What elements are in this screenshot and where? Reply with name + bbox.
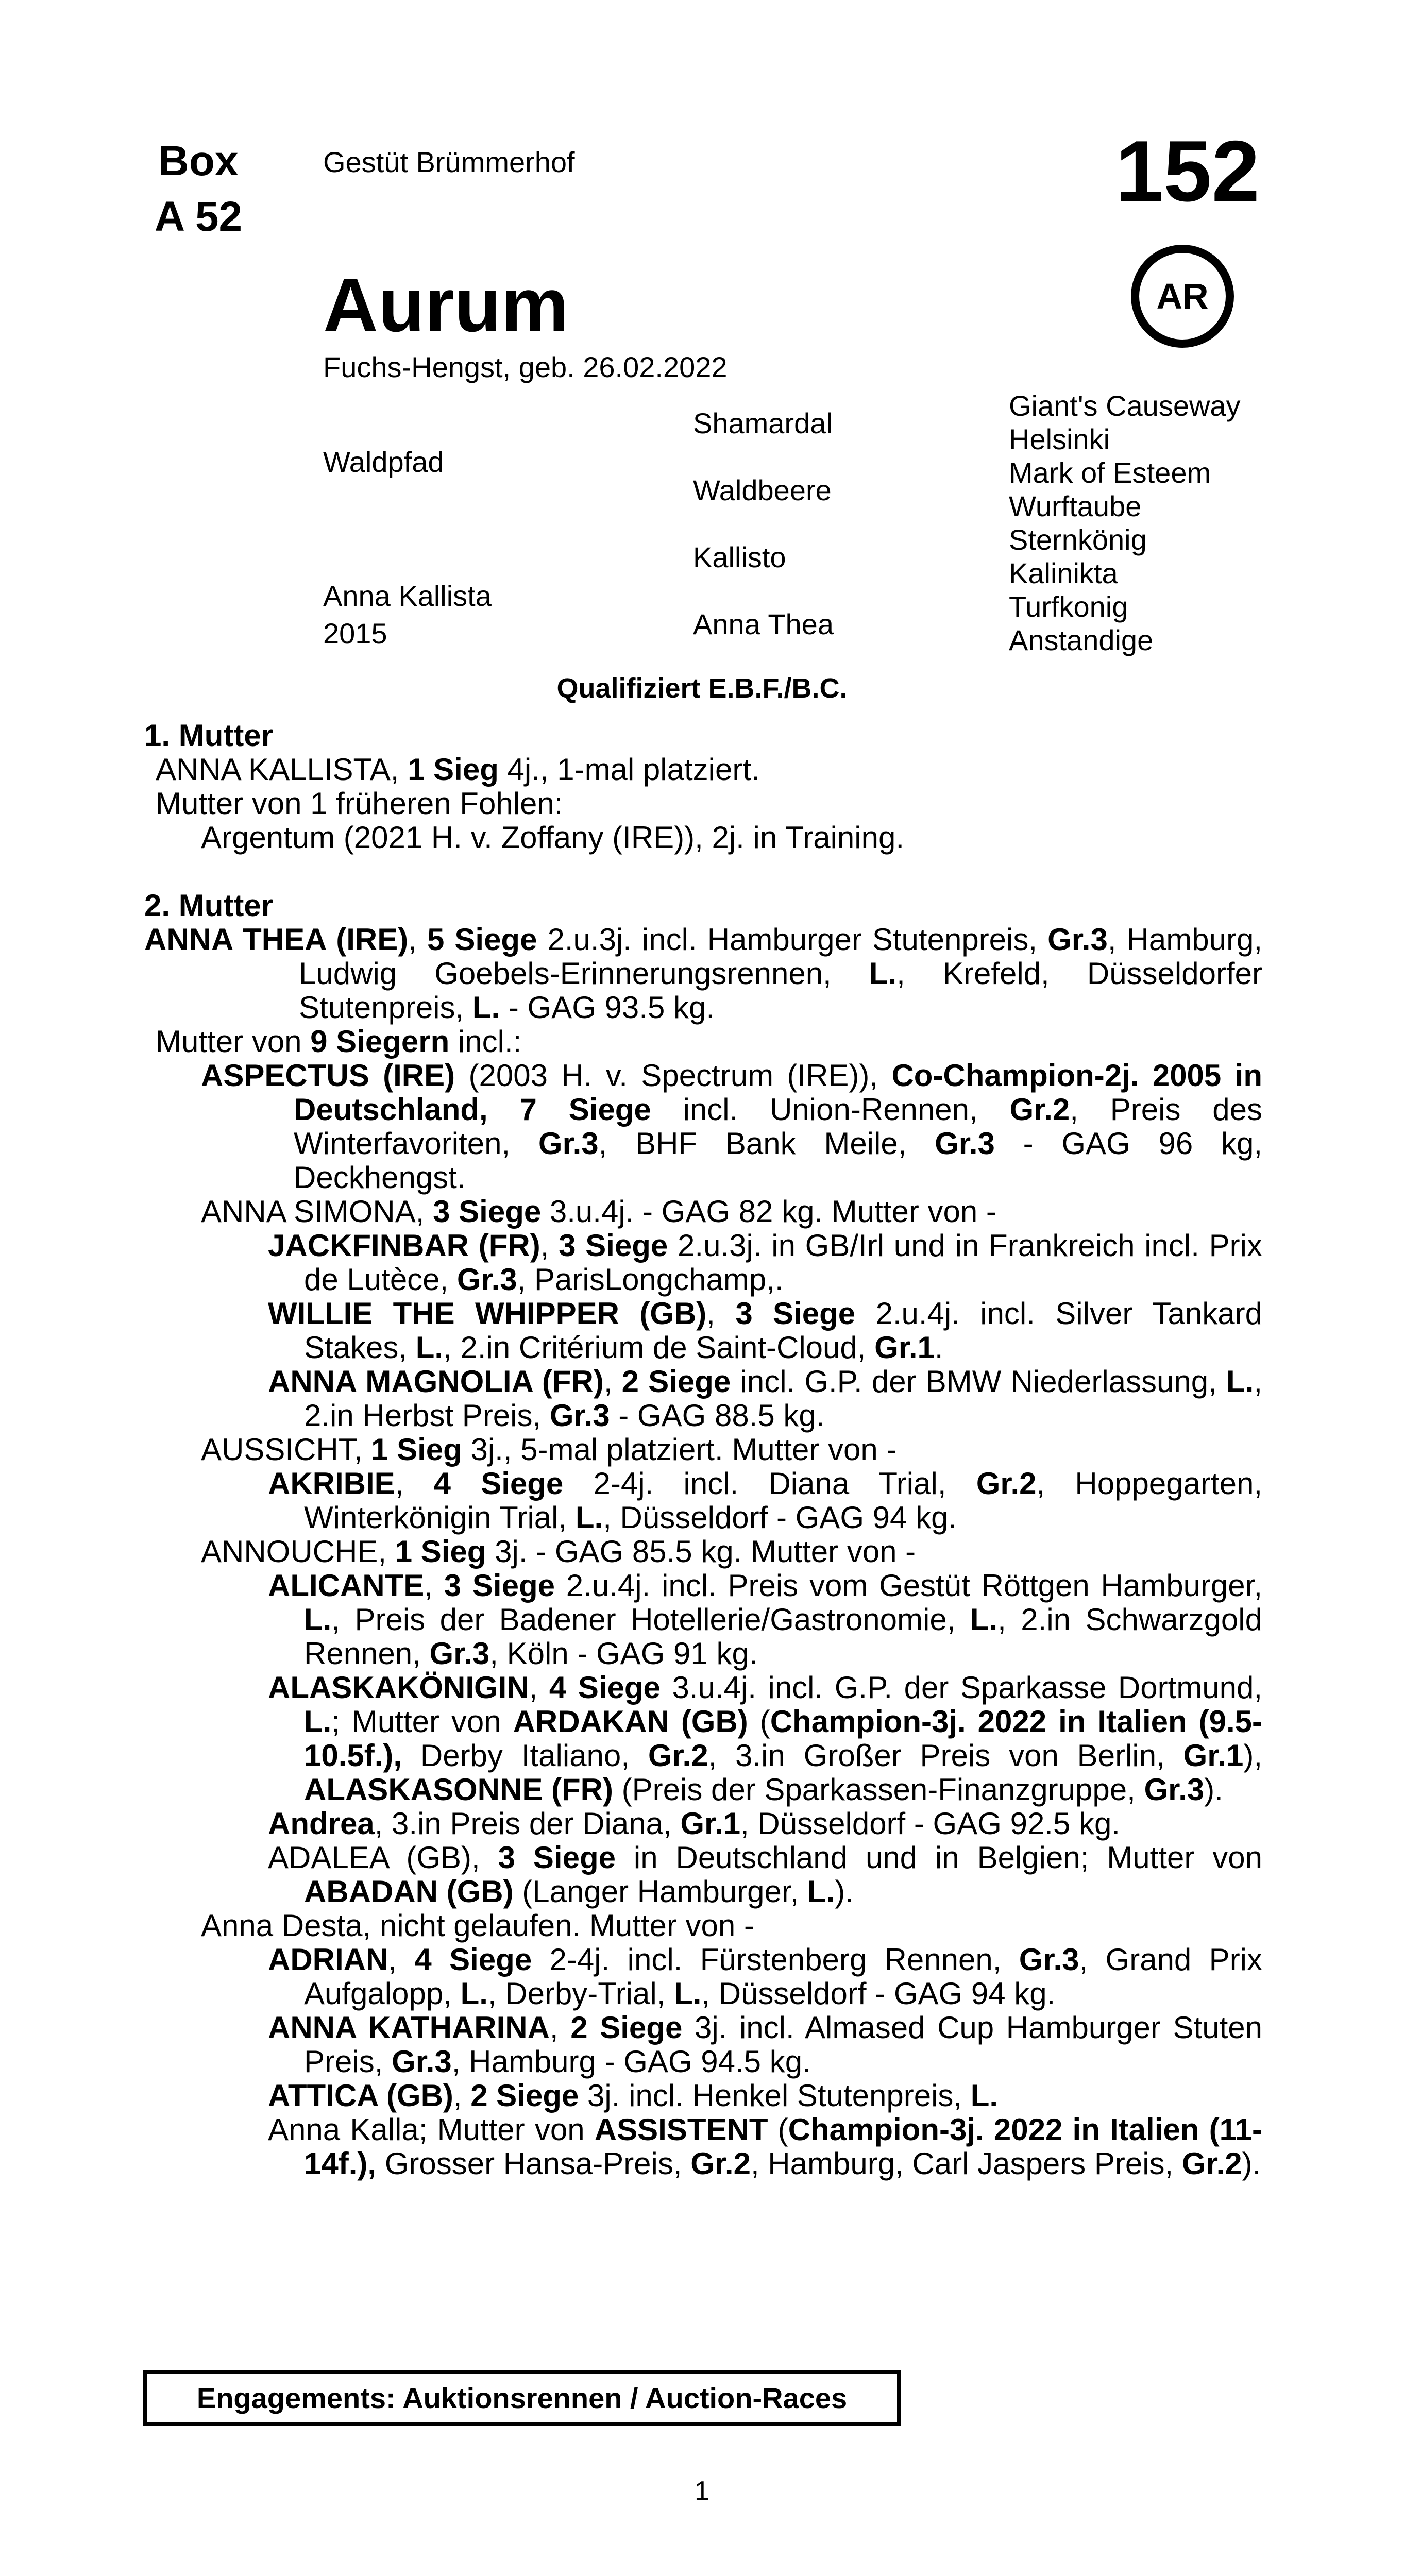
offspring-anna-desta: Anna Desta, nicht gelaufen. Mutter von - (201, 1908, 754, 1943)
first-dam-foal: Argentum (2021 H. v. Zoffany (IRE)), 2j. in Training. (201, 820, 904, 855)
pedigree-grandparent: Shamardal (693, 407, 833, 439)
qualification: Qualifiziert E.B.F./B.C. (556, 673, 848, 704)
offspring-anna-katharina: ANNA KATHARINA, 2 Siege 3j. incl. Almased Cup Hamburger Stuten Preis, Gr.3, Hamburg - GAG 94.5 kg. (268, 2010, 1262, 2079)
pedigree-great-grandparent: Wurftaube (1009, 490, 1142, 522)
pedigree-great-grandparent: Helsinki (1009, 423, 1110, 455)
stud-name: Gestüt Brümmerhof (323, 146, 575, 178)
pedigree-great-grandparent: Anstandige (1009, 624, 1154, 656)
box-number: A 52 (154, 193, 243, 240)
pedigree-great-grandparent: Giant's Causeway (1009, 389, 1241, 422)
region-badge-label: AR (1156, 276, 1209, 316)
first-dam-offspring-intro: Mutter von 1 früheren Fohlen: (156, 786, 563, 821)
pedigree-grandparent: Anna Thea (693, 608, 834, 640)
offspring-adrian: ADRIAN, 4 Siege 2-4j. incl. Fürstenberg Rennen, Gr.3, Grand Prix Aufgalopp, L., Derby-Trial, L., Düsseldorf - GAG 94 kg. (268, 1942, 1262, 2011)
offspring-alicante: ALICANTE, 3 Siege 2.u.4j. incl. Preis vom Gestüt Röttgen Hamburger, L., Preis der Badener Hotellerie/Gastronomie, L., 2.in Schwarzgold Rennen, Gr.3, Köln - GAG 91 kg. (268, 1568, 1262, 1671)
first-dam-record: ANNA KALLISTA, 1 Sieg 4j., 1-mal platziert. (156, 752, 760, 787)
engagements-box (143, 2370, 901, 2426)
offspring-anna-kalla: Anna Kalla; Mutter von ASSISTENT (Champion-3j. 2022 in Italien (11-14f.), Grosser Hansa-Preis, Gr.2, Hamburg, Carl Jaspers Preis, Gr.2). (268, 2112, 1262, 2181)
region-badge (1131, 245, 1234, 348)
dam-records (144, 719, 1262, 2181)
offspring-akribie: AKRIBIE, 4 Siege 2-4j. incl. Diana Trial, Gr.2, Hoppegarten, Winterkönigin Trial, L., Düsseldorf - GAG 94 kg. (268, 1466, 1262, 1535)
offspring-aussicht: AUSSICHT, 1 Sieg 3j., 5-mal platziert. Mutter von - (201, 1432, 897, 1467)
pedigree-grandparent: Kallisto (693, 541, 786, 573)
pedigree-great-grandparent: Sternkönig (1009, 523, 1147, 556)
pedigree-dam-year: 2015 (323, 617, 387, 650)
pedigree-dam: Anna Kallista (323, 580, 492, 612)
offspring-jackfinbar: JACKFINBAR (FR), 3 Siege 2.u.3j. in GB/Irl und in Frankreich incl. Prix de Lutèce, Gr.3, ParisLongchamp,. (268, 1228, 1262, 1297)
offspring-adalea: ADALEA (GB), 3 Siege in Deutschland und in Belgien; Mutter von ABADAN (GB) (Langer Hamburger, L.). (268, 1840, 1262, 1909)
offspring-attica: ATTICA (GB), 2 Siege 3j. incl. Henkel Stutenpreis, L. (268, 2078, 999, 2113)
pedigree-great-grandparent: Turfkonig (1009, 590, 1128, 623)
offspring-anna-magnolia: ANNA MAGNOLIA (FR), 2 Siege incl. G.P. der BMW Niederlassung, L., 2.in Herbst Preis, Gr.3 - GAG 88.5 kg. (268, 1364, 1262, 1433)
first-dam-heading: 1. Mutter (144, 718, 274, 753)
offspring-aspectus: ASPECTUS (IRE) (2003 H. v. Spectrum (IRE)), Co-Champion-2j. 2005 in Deutschland, 7 Siege incl. Union-Rennen, Gr.2, Preis des Winterfavoriten, Gr.3, BHF Bank Meile, Gr.3 - GAG 96 kg, Deckhengst. (201, 1058, 1263, 1195)
second-dam-winners-intro: Mutter von 9 Siegern incl.: (156, 1024, 522, 1059)
pedigree-grandparent: Waldbeere (693, 474, 832, 506)
offspring-willie-the-whipper: WILLIE THE WHIPPER (GB), 3 Siege 2.u.4j. incl. Silver Tankard Stakes, L., 2.in Critérium de Saint-Cloud, Gr.1. (268, 1296, 1263, 1365)
pedigree-great-grandparent: Kalinikta (1009, 557, 1118, 589)
second-dam-record: ANNA THEA (IRE), 5 Siege 2.u.3j. incl. Hamburger Stutenpreis, Gr.3, Hamburg, Ludwig Goebels-Erinnerungsrennen, L., Krefeld, Düsseldorfer Stutenpreis, L. - GAG 93.5 kg. (144, 922, 1262, 1025)
offspring-alaskakoenigin: ALASKAKÖNIGIN, 4 Siege 3.u.4j. incl. G.P. der Sparkasse Dortmund, L.; Mutter von ARDAKAN (GB) (Champion-3j. 2022 in Italien (9.5-10.5f.), Derby Italiano, Gr.2, 3.in Großer Preis von Berlin, Gr.1), ALASKASONNE (FR) (Preis der Sparkassen-Finanzgruppe, Gr.3). (268, 1670, 1263, 1807)
horse-description: Fuchs-Hengst, geb. 26.02.2022 (323, 351, 728, 383)
page-number: 1 (695, 2476, 709, 2506)
box-label: Box (158, 138, 239, 184)
second-dam-heading: 2. Mutter (144, 888, 274, 923)
offspring-anna-simona: ANNA SIMONA, 3 Siege 3.u.4j. - GAG 82 kg. Mutter von - (201, 1194, 996, 1229)
horse-name: Aurum (323, 263, 569, 348)
pedigree-great-grandparent: Mark of Esteem (1009, 456, 1211, 489)
pedigree-sire: Waldpfad (323, 446, 444, 478)
offspring-andrea: Andrea, 3.in Preis der Diana, Gr.1, Düsseldorf - GAG 92.5 kg. (268, 1806, 1121, 1841)
offspring-annouche: ANNOUCHE, 1 Sieg 3j. - GAG 85.5 kg. Mutter von - (201, 1534, 916, 1569)
engagements-label: Engagements: Auktionsrennen / Auction-Races (196, 2381, 848, 2414)
lot-number: 152 (1115, 123, 1260, 219)
